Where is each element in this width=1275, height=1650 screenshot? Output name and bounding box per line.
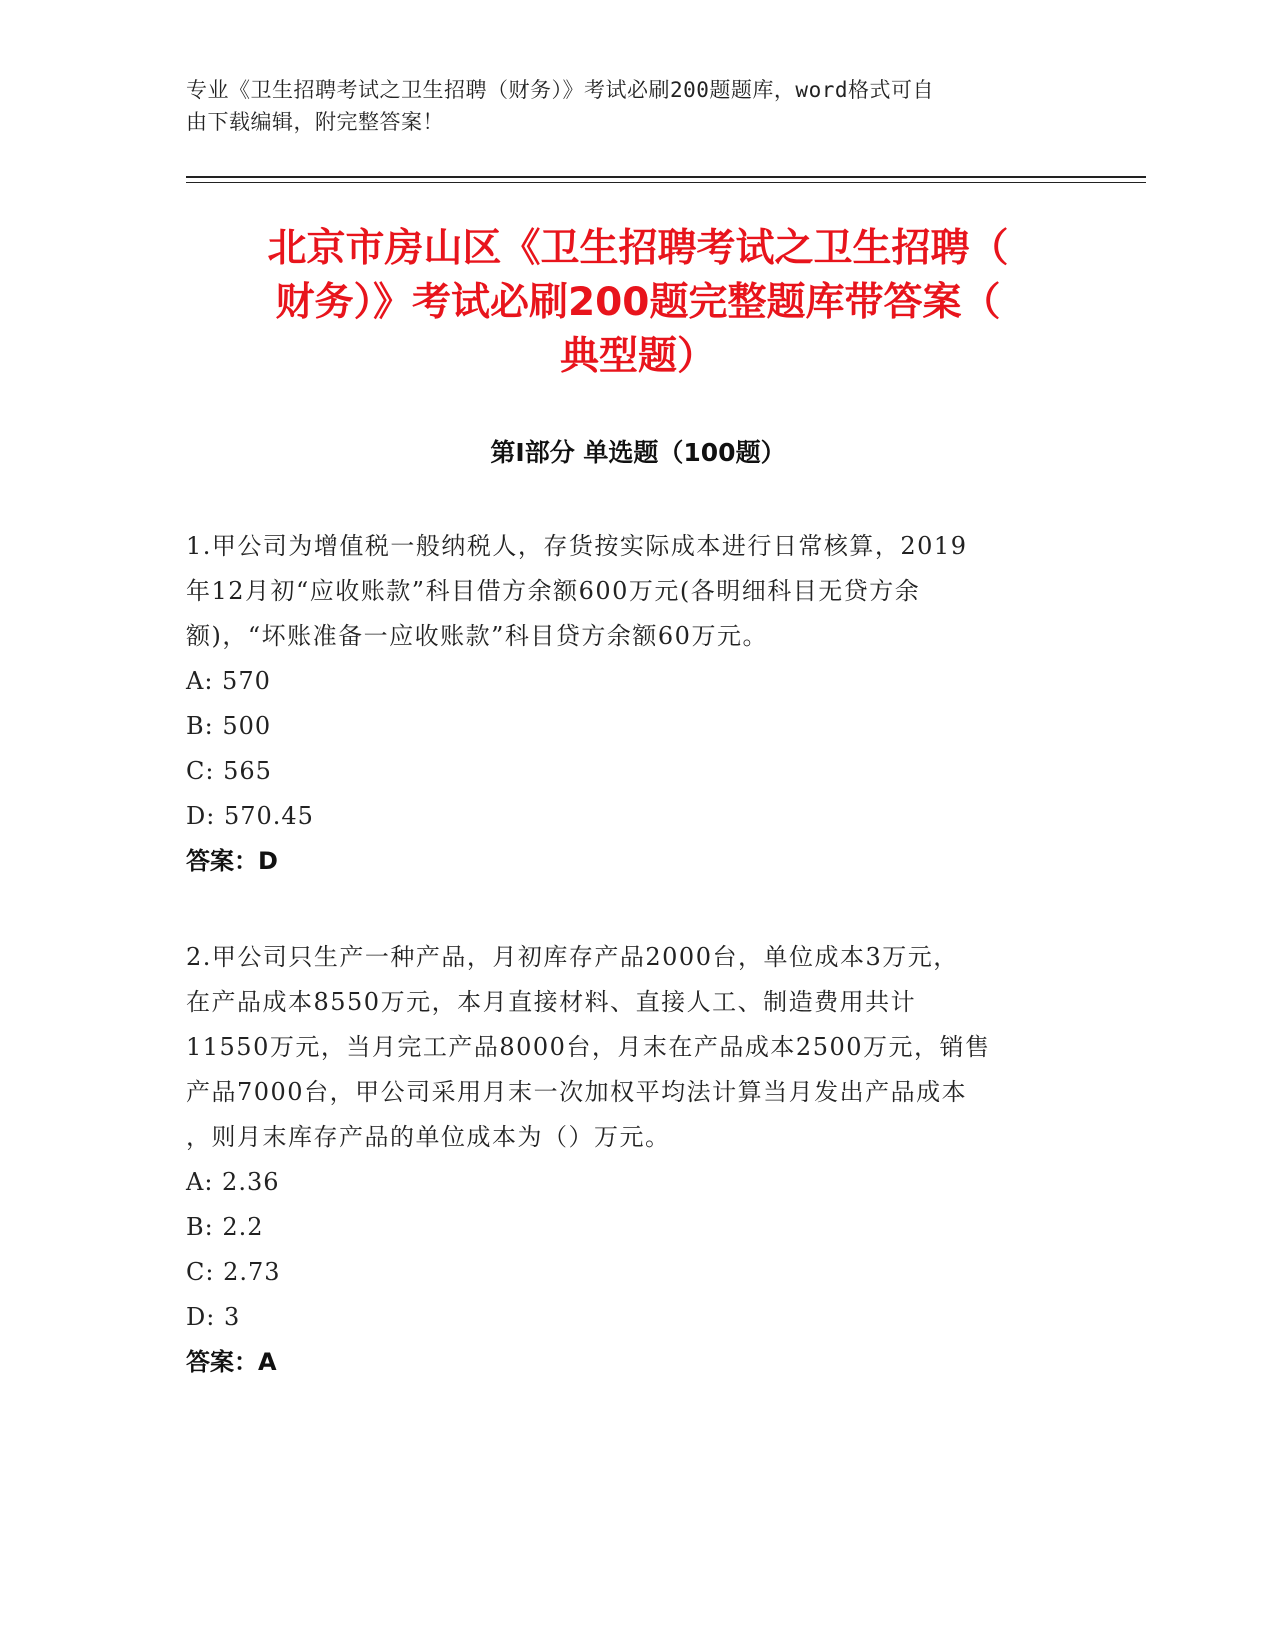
- stem-line: 年12月初“应收账款”科目借方余额600万元(各明细科目无贷方余: [186, 577, 921, 605]
- title-line: 财务）》考试必刷200题完整题库带答案（: [275, 280, 1001, 325]
- stem-line: 11550万元，当月完工产品8000台，月末在产品成本2500万元，销售: [186, 1033, 991, 1061]
- option-c: C: 2.73: [186, 1258, 281, 1286]
- header-note-line: 由下载编辑，附完整答案！: [186, 110, 444, 134]
- stem-line: 产品7000台，甲公司采用月末一次加权平均法计算当月发出产品成本: [186, 1078, 968, 1106]
- option-b: B: 500: [186, 712, 272, 740]
- stem-line: 在产品成本8550万元，本月直接材料、直接人工、制造费用共计: [186, 988, 917, 1016]
- option-c: C: 565: [186, 757, 272, 785]
- title-line: 典型题）: [559, 334, 716, 379]
- stem-line: 1.甲公司为增值税一般纳税人，存货按实际成本进行日常核算，2019: [186, 532, 968, 560]
- question-2: [186, 935, 1066, 1385]
- option-a: A: 2.36: [186, 1168, 280, 1196]
- option-a: A: 570: [186, 667, 271, 695]
- stem-line: 2.甲公司只生产一种产品，月初库存产品2000台，单位成本3万元，: [186, 943, 959, 971]
- option-d: D: 3: [186, 1303, 241, 1331]
- section-heading: 第Ⅰ部分 单选题（100题）: [490, 438, 786, 467]
- option-b: B: 2.2: [186, 1213, 264, 1241]
- question-1: [186, 524, 1066, 884]
- answer-line: 答案：D: [186, 847, 278, 875]
- header-divider-thick: [186, 176, 1146, 178]
- title-line: 北京市房山区《卫生招聘考试之卫生招聘（: [267, 226, 1009, 271]
- stem-line: ，则月末库存产品的单位成本为（）万元。: [186, 1123, 671, 1151]
- header-note: [186, 74, 1066, 138]
- header-note-line: 专业《卫生招聘考试之卫生招聘（财务）》考试必刷200题题库，word格式可自: [186, 78, 934, 102]
- header-divider-thin: [186, 182, 1146, 183]
- document-title: [186, 222, 1090, 384]
- option-d: D: 570.45: [186, 802, 314, 830]
- stem-line: 额)，“坏账准备一应收账款”科目贷方余额60万元。: [186, 622, 768, 650]
- question-stem: [186, 935, 1066, 1160]
- answer-line: 答案：A: [186, 1348, 277, 1376]
- question-stem: [186, 524, 1066, 659]
